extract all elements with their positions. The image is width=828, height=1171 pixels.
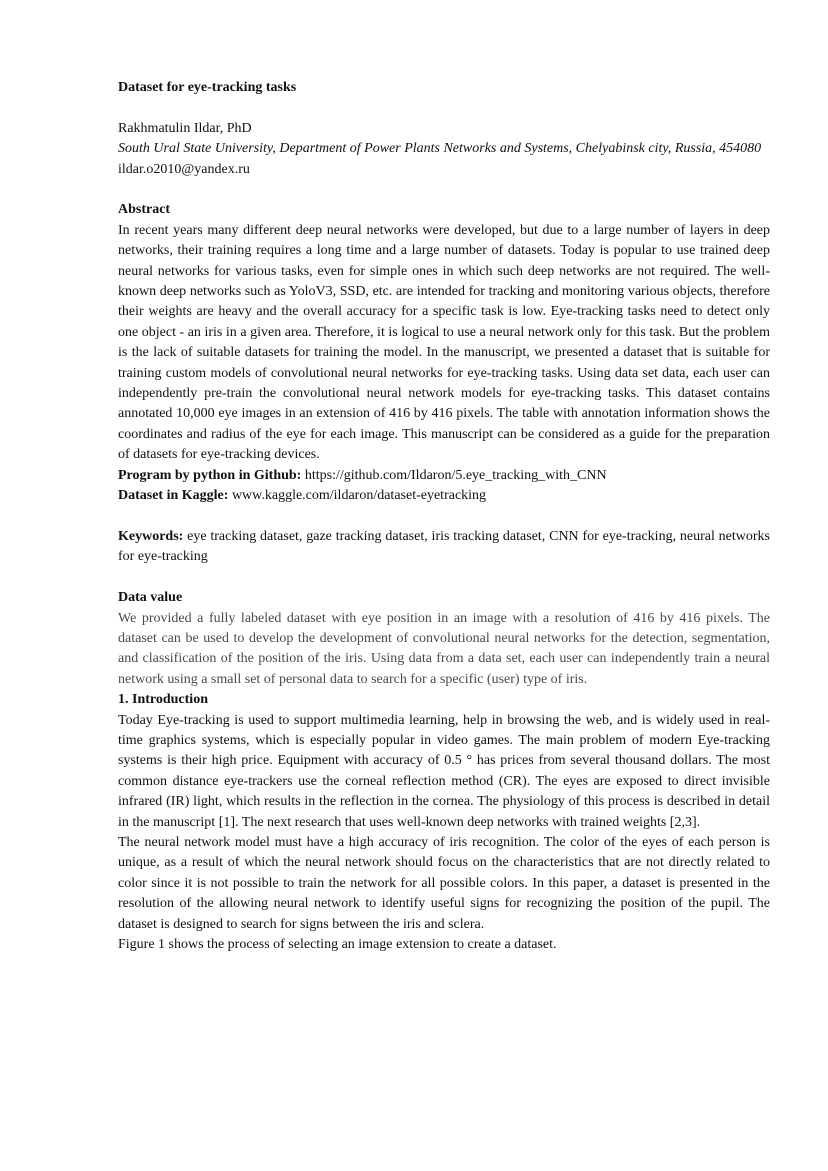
keywords-label: Keywords:	[118, 528, 184, 544]
author-email: ildar.o2010@yandex.ru	[118, 161, 250, 177]
author-name: Rakhmatulin Ildar, PhD	[118, 120, 252, 136]
keywords-paragraph	[118, 527, 770, 568]
paper-page	[118, 78, 770, 955]
paper-title: Dataset for eye-tracking tasks	[118, 80, 297, 95]
data-value-text: We provided a fully labeled dataset with eye position in an image with a resolution of 416 by 416 pixels. The dataset can be used to develop the development of convolutional neural networks for the detection, segmentation, and classification of the position of the iris. Using data from a data set, each user can independently train a neural network using a small set of personal data to search for a specific (user) type of iris.	[118, 610, 770, 687]
introduction-paragraph-1: Today Eye-tracking is used to support multimedia learning, help in browsing the web, and is widely used in real-time graphics systems, which is especially popular in video games. The main problem of modern Eye-tracking systems is their high price. Equipment with accuracy of 0.5 ° has prices from several thousand dollars. The most common distance eye-trackers use the corneal reflection method (CR). The eyes are exposed to direct invisible infrared (IR) light, which results in the reflection in the cornea. The physiology of this process is described in detail in the manuscript [1]. The next research that uses well-known deep networks with trained weights [2,3].	[118, 712, 770, 830]
kaggle-label: Dataset in Kaggle:	[118, 488, 229, 504]
introduction-paragraph-2: The neural network model must have a high accuracy of iris recognition. The color of the eyes of each person is unique, as a result of which the neural network should focus on the characteristics that are not directly related to color since it is not possible to train the network for all possible colors. In this paper, a dataset is presented in the resolution of the allowing neural network to identify useful signs for recognizing the position of the pupil. The dataset is designed to search for signs between the iris and sclera.	[118, 834, 770, 932]
keywords-text: eye tracking dataset, gaze tracking dataset, iris tracking dataset, CNN for eye-tracking, neural networks for eye-tracking	[118, 528, 770, 565]
abstract-heading: Abstract	[118, 202, 171, 218]
abstract-text: In recent years many different deep neural networks were developed, but due to a large number of layers in deep networks, their training requires a long time and a large number of datasets. Today is popular to use trained deep neural networks for various tasks, even for simple ones in which such deep networks are not required. The well-known deep networks such as YoloV3, SSD, etc. are intended for tracking and monitoring various objects, therefore their weights are heavy and the overall accuracy for a specific task is low. Eye-tracking tasks need to detect only one object - an iris in a given area. Therefore, it is logical to use a neural network only for this task. But the problem is the lack of suitable datasets for training the model. In the manuscript, we presented a dataset that is suitable for training custom models of convolutional neural networks for eye-tracking tasks. Using data set data, each user can independently pre-train the convolutional neural network models for eye-tracking tasks. This dataset contains annotated 10,000 eye images in an extension of 416 by 416 pixels. The table with annotation information shows the coordinates and radius of the eye for each image. This manuscript can be considered as a guide for the preparation of datasets for eye-tracking devices.	[118, 222, 770, 463]
author-affiliation: South Ural State University, Department of Power Plants Networks and Systems, Chelyabinsk city, Russia, 454080	[118, 141, 762, 157]
github-label: Program by python in Github:	[118, 467, 302, 483]
introduction-heading: 1. Introduction	[118, 692, 208, 708]
github-line	[118, 466, 770, 486]
data-value-heading: Data value	[118, 590, 183, 606]
introduction-paragraph-3: Figure 1 shows the process of selecting an image extension to create a dataset.	[118, 937, 557, 952]
kaggle-link[interactable]: www.kaggle.com/ildaron/dataset-eyetracking	[231, 488, 487, 504]
kaggle-line	[118, 486, 770, 506]
github-link[interactable]: https://github.com/Ildaron/5.eye_tracking_with_CNN	[304, 467, 607, 483]
